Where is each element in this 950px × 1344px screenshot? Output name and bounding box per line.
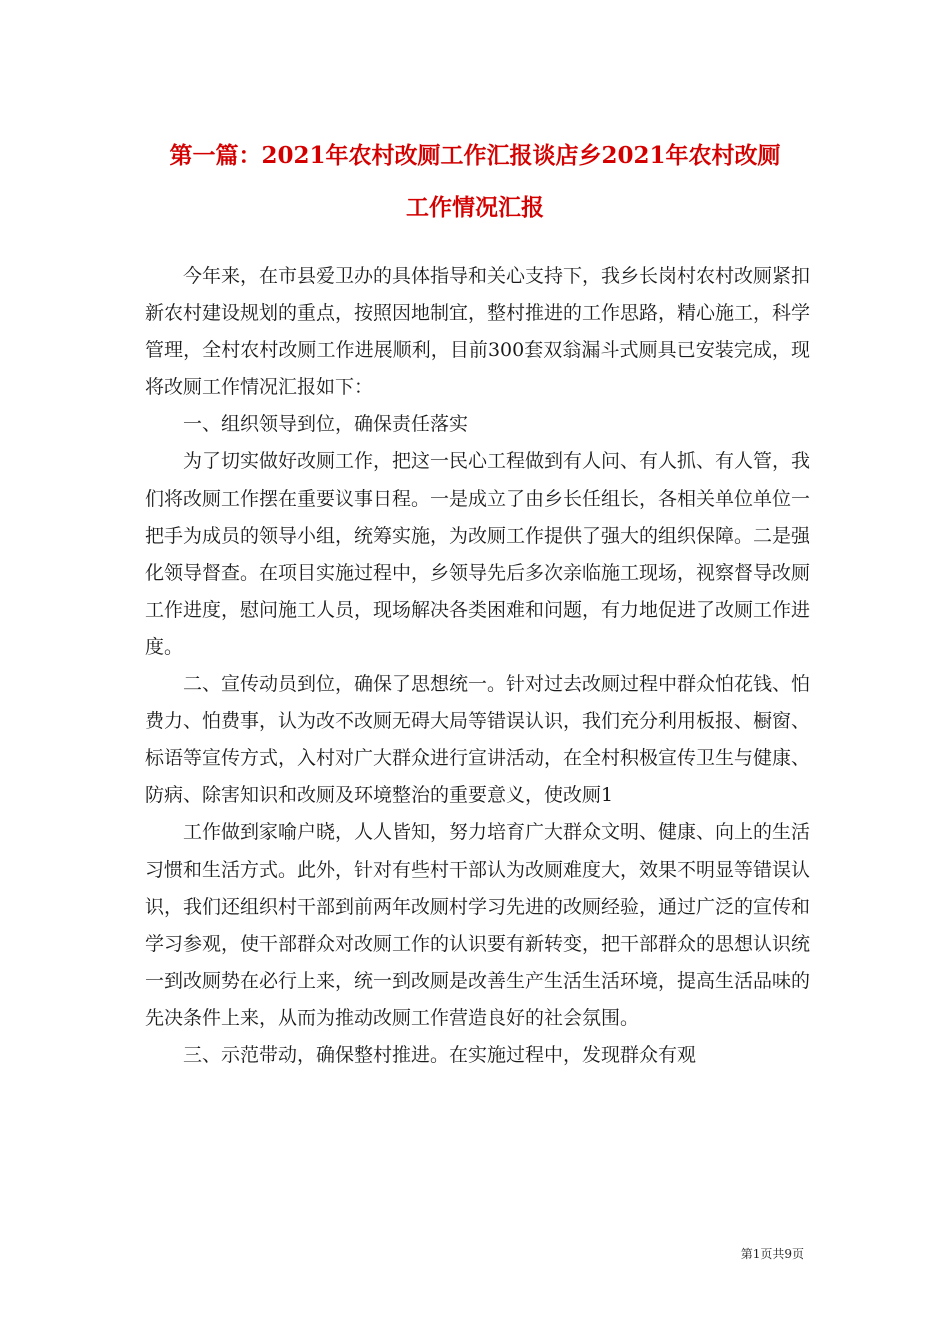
- paragraph-intro: 今年来，在市县爱卫办的具体指导和关心支持下，我乡长岗村农村改厕紧扣新农村建设规划的重点，按照因地制宜，整村推进的工作思路，精心施工，科学管理，全村农村改厕工作进展顺利，目前300套双翁漏斗式厕具已安装完成，现将改厕工作情况汇报如下：: [145, 265, 811, 399]
- section-heading-1: 一、组织领导到位，确保责任落实: [183, 413, 469, 436]
- paragraph-section-2: 二、宣传动员到位，确保了思想统一。针对过去改厕过程中群众怕花钱、怕费力、怕费事，认为改不改厕无碍大局等错误认识，我们充分利用板报、橱窗、标语等宣传方式，入村对广大群众进行宣讲活动，在全村积极宣传卫生与健康、防病、除害知识和改厕及环境整治的重要意义，使改厕1: [145, 673, 811, 807]
- paragraph-section-1: 为了切实做好改厕工作，把这一民心工程做到有人问、有人抓、有人管，我们将改厕工作摆在重要议事日程。一是成立了由乡长任组长，各相关单位单位一把手为成员的领导小组，统筹实施，为改厕工作提供了强大的组织保障。二是强化领导督查。在项目实施过程中，乡领导先后多次亲临施工现场，视察督导改厕工作进度，慰问施工人员，现场解决各类困难和问题，有力地促进了改厕工作进度。: [145, 450, 811, 658]
- paragraph-section-3: 三、示范带动，确保整村推进。在实施过程中，发现群众有观: [183, 1043, 697, 1066]
- document-body: [145, 258, 810, 1074]
- paragraph-section-2-continued: 工作做到家喻户晓，人人皆知，努力培育广大群众文明、健康、向上的生活习惯和生活方式。此外，针对有些村干部认为改厕难度大，效果不明显等错误认识，我们还组织村干部到前两年改厕村学习先进的改厕经验，通过广泛的宣传和学习参观，使干部群众对改厕工作的认识要有新转变，把干部群众的思想认识统一到改厕势在必行上来，统一到改厕是改善生产生活生活环境，提高生活品味的先决条件上来，从而为推动改厕工作营造良好的社会氛围。: [145, 821, 811, 1029]
- document-title: [120, 130, 830, 234]
- page-number-footer: 第1页共9页: [740, 1247, 804, 1261]
- title-line-1: 第一篇：2021年农村改厕工作汇报谈店乡2021年农村改厕: [169, 142, 781, 169]
- title-line-2: 工作情况汇报: [406, 194, 544, 221]
